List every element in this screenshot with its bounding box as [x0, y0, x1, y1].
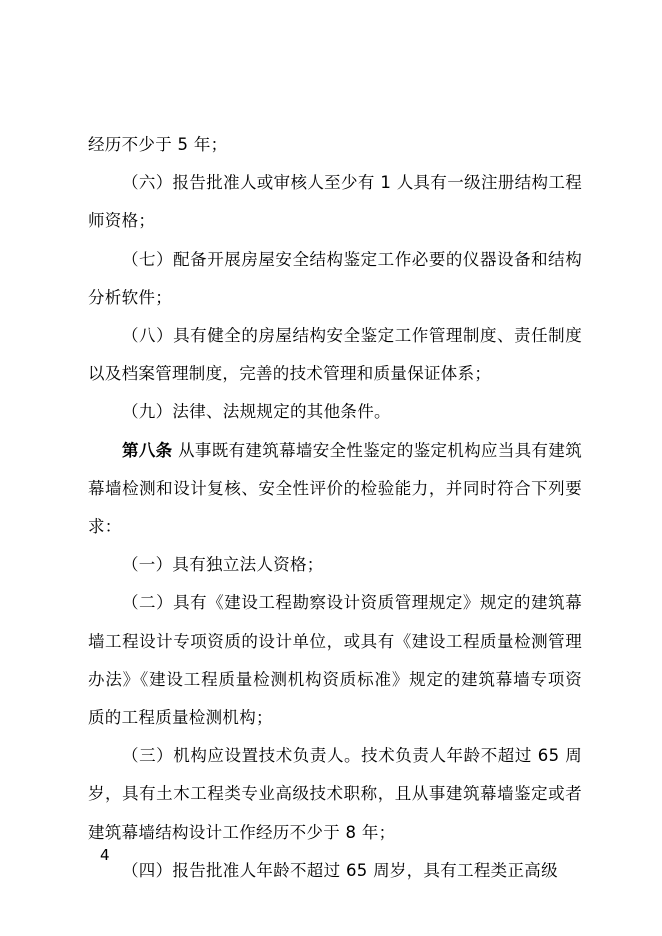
- paragraph-item-6: （六）报告批准人或审核人至少有 1 人具有一级注册结构工程师资格；: [88, 173, 582, 231]
- paragraph-continuation: 经历不少于 5 年；: [88, 135, 228, 154]
- paragraph-item-8: （八）具有健全的房屋结构安全鉴定工作管理制度、责任制度以及档案管理制度，完善的技术管理和质量保证体系；: [88, 326, 582, 384]
- paragraph-article-8: [88, 432, 582, 547]
- paragraph-item-1: （一）具有独立法人资格；: [122, 555, 324, 575]
- page-number: 4: [100, 846, 110, 864]
- document-body: [88, 126, 582, 890]
- article-text: 从事既有建筑幕墙安全性鉴定的鉴定机构应当具有建筑幕墙检测和设计复核、安全性评价的检验能力，并同时符合下列要求：: [88, 440, 582, 537]
- paragraph-item-4: （四）报告批准人年龄不超过 65 周岁，具有工程类正高级: [122, 860, 558, 880]
- paragraph-item-9: （九）法律、法规规定的其他条件。: [122, 402, 391, 422]
- article-heading: 第八条: [122, 440, 173, 460]
- paragraph-item-2: （二）具有《建设工程勘察设计资质管理规定》规定的建筑幕墙工程设计专项资质的设计单位，或具有《建设工程质量检测管理办法》《建设工程质量检测机构资质标准》规定的建筑幕墙专项资质的工程质量检测机构；: [88, 593, 582, 728]
- paragraph-item-3: （三）机构应设置技术负责人。技术负责人年龄不超过 65 周岁，具有土木工程类专业高级技术职称，且从事建筑幕墙鉴定或者建筑幕墙结构设计工作经历不少于 8 年；: [88, 746, 582, 842]
- paragraph-item-7: （七）配备开展房屋安全结构鉴定工作必要的仪器设备和结构分析软件；: [88, 249, 582, 307]
